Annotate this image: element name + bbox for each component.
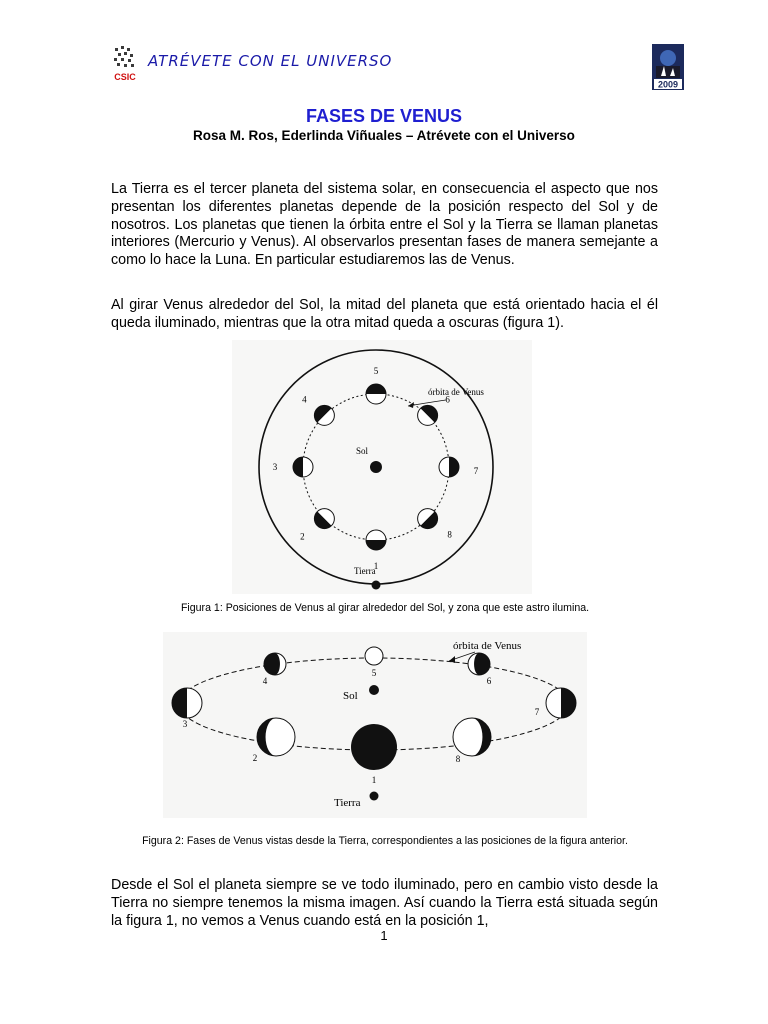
fig2-position-label-4: 4 bbox=[262, 676, 268, 686]
fig2-position-label-7: 7 bbox=[534, 707, 540, 717]
venus-phase-7 bbox=[535, 688, 576, 718]
venus-phase-8 bbox=[453, 718, 491, 764]
fig1-earth-label: Tierra bbox=[354, 566, 376, 576]
iya2009-logo-text: 2009 bbox=[657, 79, 679, 90]
venus-phase-5 bbox=[365, 647, 383, 678]
venus-position-6 bbox=[418, 394, 451, 425]
venus-phase-3 bbox=[172, 688, 202, 729]
authors-line: Rosa M. Ros, Ederlinda Viñuales – Atrévete con el Universo bbox=[193, 128, 575, 143]
figure-2-caption: Figura 2: Fases de Venus vistas desde la Tierra, correspondientes a las posiciones de la figura anterior. bbox=[142, 835, 628, 847]
fig2-position-label-6: 6 bbox=[486, 676, 492, 686]
fig2-earth-dot bbox=[370, 792, 379, 801]
csic-logo-text: CSIC bbox=[114, 72, 136, 82]
fig2-orbit-label: órbita de Venus bbox=[453, 640, 522, 652]
figure-1 bbox=[232, 340, 532, 594]
fig1-position-label-7: 7 bbox=[473, 466, 479, 476]
venus-phase-2 bbox=[253, 718, 295, 763]
figure-1-caption: Figura 1: Posiciones de Venus al girar alrededor del Sol, y zona que este astro ilumina. bbox=[180, 602, 590, 614]
venus-position-8 bbox=[418, 509, 453, 540]
venus-phase-4 bbox=[263, 653, 286, 686]
figure-2 bbox=[163, 632, 587, 818]
fig1-position-label-6: 6 bbox=[445, 394, 450, 405]
fig1-position-label-5: 5 bbox=[373, 366, 379, 376]
fig1-position-label-1: 1 bbox=[373, 561, 379, 571]
iya2009-logo bbox=[652, 44, 684, 90]
paragraph-intro: La Tierra es el tercer planeta del sistema solar, en consecuencia el aspecto que nos presentan los diferentes planetas depende de la posición respecto del Sol y de nosotros. Los planetas que tienen la órbita entre el Sol y la Tierra se llaman planetas interiores (Mercurio y Venus). Al observarlos presentan fases de manera semejante a como lo hace la Luna. En particular estudiaremos las de Venus. bbox=[111, 181, 658, 269]
page-number: 1 bbox=[380, 928, 388, 943]
csic-logo bbox=[110, 44, 140, 88]
venus-phase-6 bbox=[468, 653, 492, 686]
sun-dot bbox=[370, 461, 382, 473]
figure-2-diagram bbox=[163, 632, 587, 818]
venus-phase-1 bbox=[351, 724, 397, 785]
paragraph-orbit: Al girar Venus alrededor del Sol, la mitad del planeta que está orientado hacia el él queda iluminado, mientras que la otra mitad queda a oscuras (figura 1). bbox=[111, 297, 658, 331]
fig2-position-label-3: 3 bbox=[182, 719, 188, 729]
page-title: FASES DE VENUS bbox=[305, 106, 463, 126]
fig1-orbit-label: órbita de Venus bbox=[428, 387, 484, 397]
fig2-position-label-2: 2 bbox=[252, 753, 258, 763]
fig1-position-label-3: 3 bbox=[272, 462, 278, 472]
fig2-position-label-8: 8 bbox=[455, 754, 461, 764]
venus-position-3 bbox=[273, 457, 313, 477]
fig2-position-label-1: 1 bbox=[371, 775, 377, 785]
earth-dot bbox=[372, 581, 381, 590]
fig2-position-label-5: 5 bbox=[371, 668, 377, 678]
venus-position-5 bbox=[366, 366, 386, 404]
fig1-position-label-2: 2 bbox=[300, 531, 305, 542]
venus-position-4 bbox=[302, 394, 334, 425]
fig1-position-label-4: 4 bbox=[302, 394, 307, 405]
page-header bbox=[108, 44, 684, 92]
header-title: ATRÉVETE CON EL UNIVERSO bbox=[148, 52, 393, 70]
fig2-sun-label: Sol bbox=[343, 690, 358, 702]
venus-position-7 bbox=[439, 457, 479, 477]
fig2-sun-dot bbox=[369, 685, 379, 695]
fig1-sun-label: Sol bbox=[356, 446, 369, 456]
paragraph-phases: Desde el Sol el planeta siempre se ve todo iluminado, pero en cambio visto desde la Tierra no siempre tenemos la misma imagen. Así cuando la Tierra está situada según la figura 1, no vemos a Venus cuando está en la posición 1, bbox=[111, 877, 658, 929]
fig2-earth-label: Tierra bbox=[334, 797, 361, 809]
figure-1-diagram bbox=[232, 340, 532, 594]
fig1-position-label-8: 8 bbox=[447, 529, 452, 540]
venus-position-1 bbox=[366, 530, 386, 571]
venus-position-2 bbox=[300, 509, 334, 542]
